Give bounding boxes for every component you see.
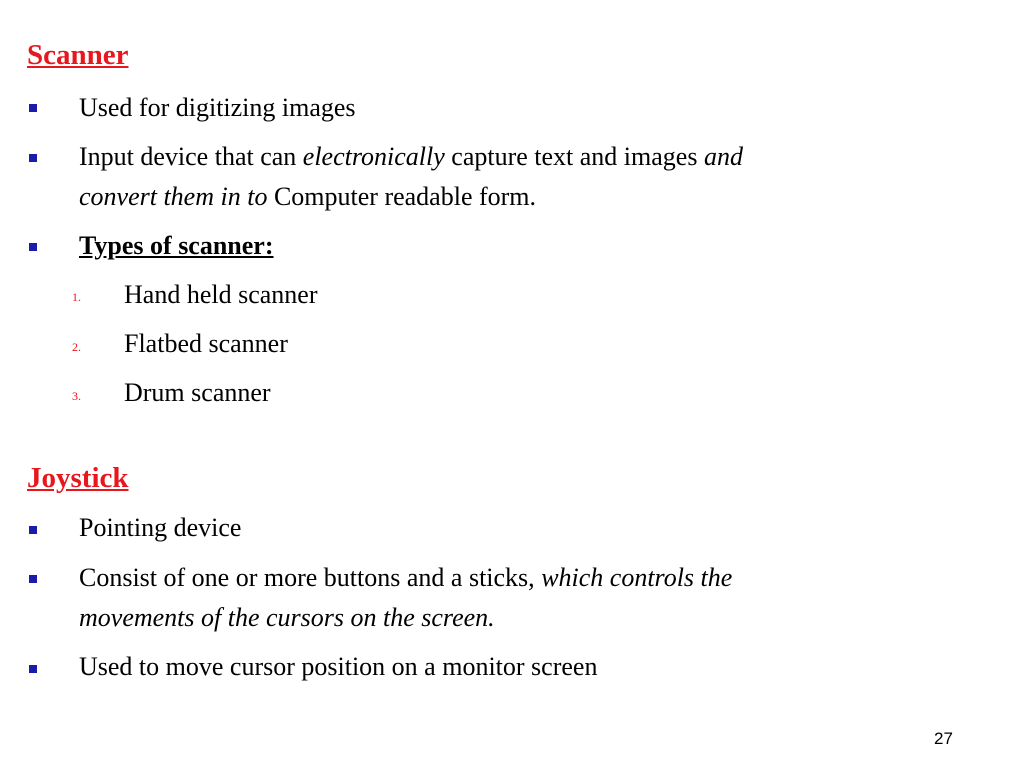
- scanner-type-item: Drum scanner: [124, 378, 271, 407]
- text-run: capture text and images: [444, 142, 704, 171]
- text-run: Consist of one or more buttons and a sticks,: [79, 563, 542, 592]
- list-number: 3.: [72, 389, 81, 403]
- joystick-bullet-2-line-1: [79, 558, 979, 598]
- joystick-bullet-2-line-2: [79, 598, 979, 638]
- italic-text-run: electronically: [302, 142, 445, 171]
- italic-text-run: and: [703, 142, 743, 171]
- scanner-bullet-2-line-2: [79, 177, 979, 217]
- bullet-marker: [29, 575, 37, 583]
- scanner-heading: Scanner: [27, 39, 129, 71]
- bullet-marker: [29, 665, 37, 673]
- bullet-marker: [29, 154, 37, 162]
- scanner-type-item: Flatbed scanner: [124, 329, 288, 358]
- italic-text-run: movements of the cursors on the screen.: [79, 603, 495, 632]
- scanner-bullet-2-line-1: [79, 137, 979, 177]
- bullet-marker: [29, 104, 37, 112]
- bullet-marker: [29, 526, 37, 534]
- scanner-type-item: Hand held scanner: [124, 280, 318, 309]
- joystick-heading: Joystick: [27, 462, 129, 494]
- list-number: 1.: [72, 290, 81, 304]
- bullet-marker: [29, 243, 37, 251]
- scanner-types-heading: Types of scanner:: [79, 231, 274, 260]
- scanner-bullet-1: Used for digitizing images: [79, 93, 356, 122]
- text-run: Input device that can: [79, 142, 303, 171]
- joystick-bullet-3: Used to move cursor position on a monitor screen: [79, 652, 598, 681]
- joystick-bullet-1: Pointing device: [79, 513, 242, 542]
- italic-text-run: which controls the: [541, 563, 733, 592]
- text-run: Computer readable form.: [267, 182, 537, 211]
- italic-text-run: convert them in to: [79, 182, 268, 211]
- list-number: 2.: [72, 340, 81, 354]
- page-number: 27: [934, 729, 953, 748]
